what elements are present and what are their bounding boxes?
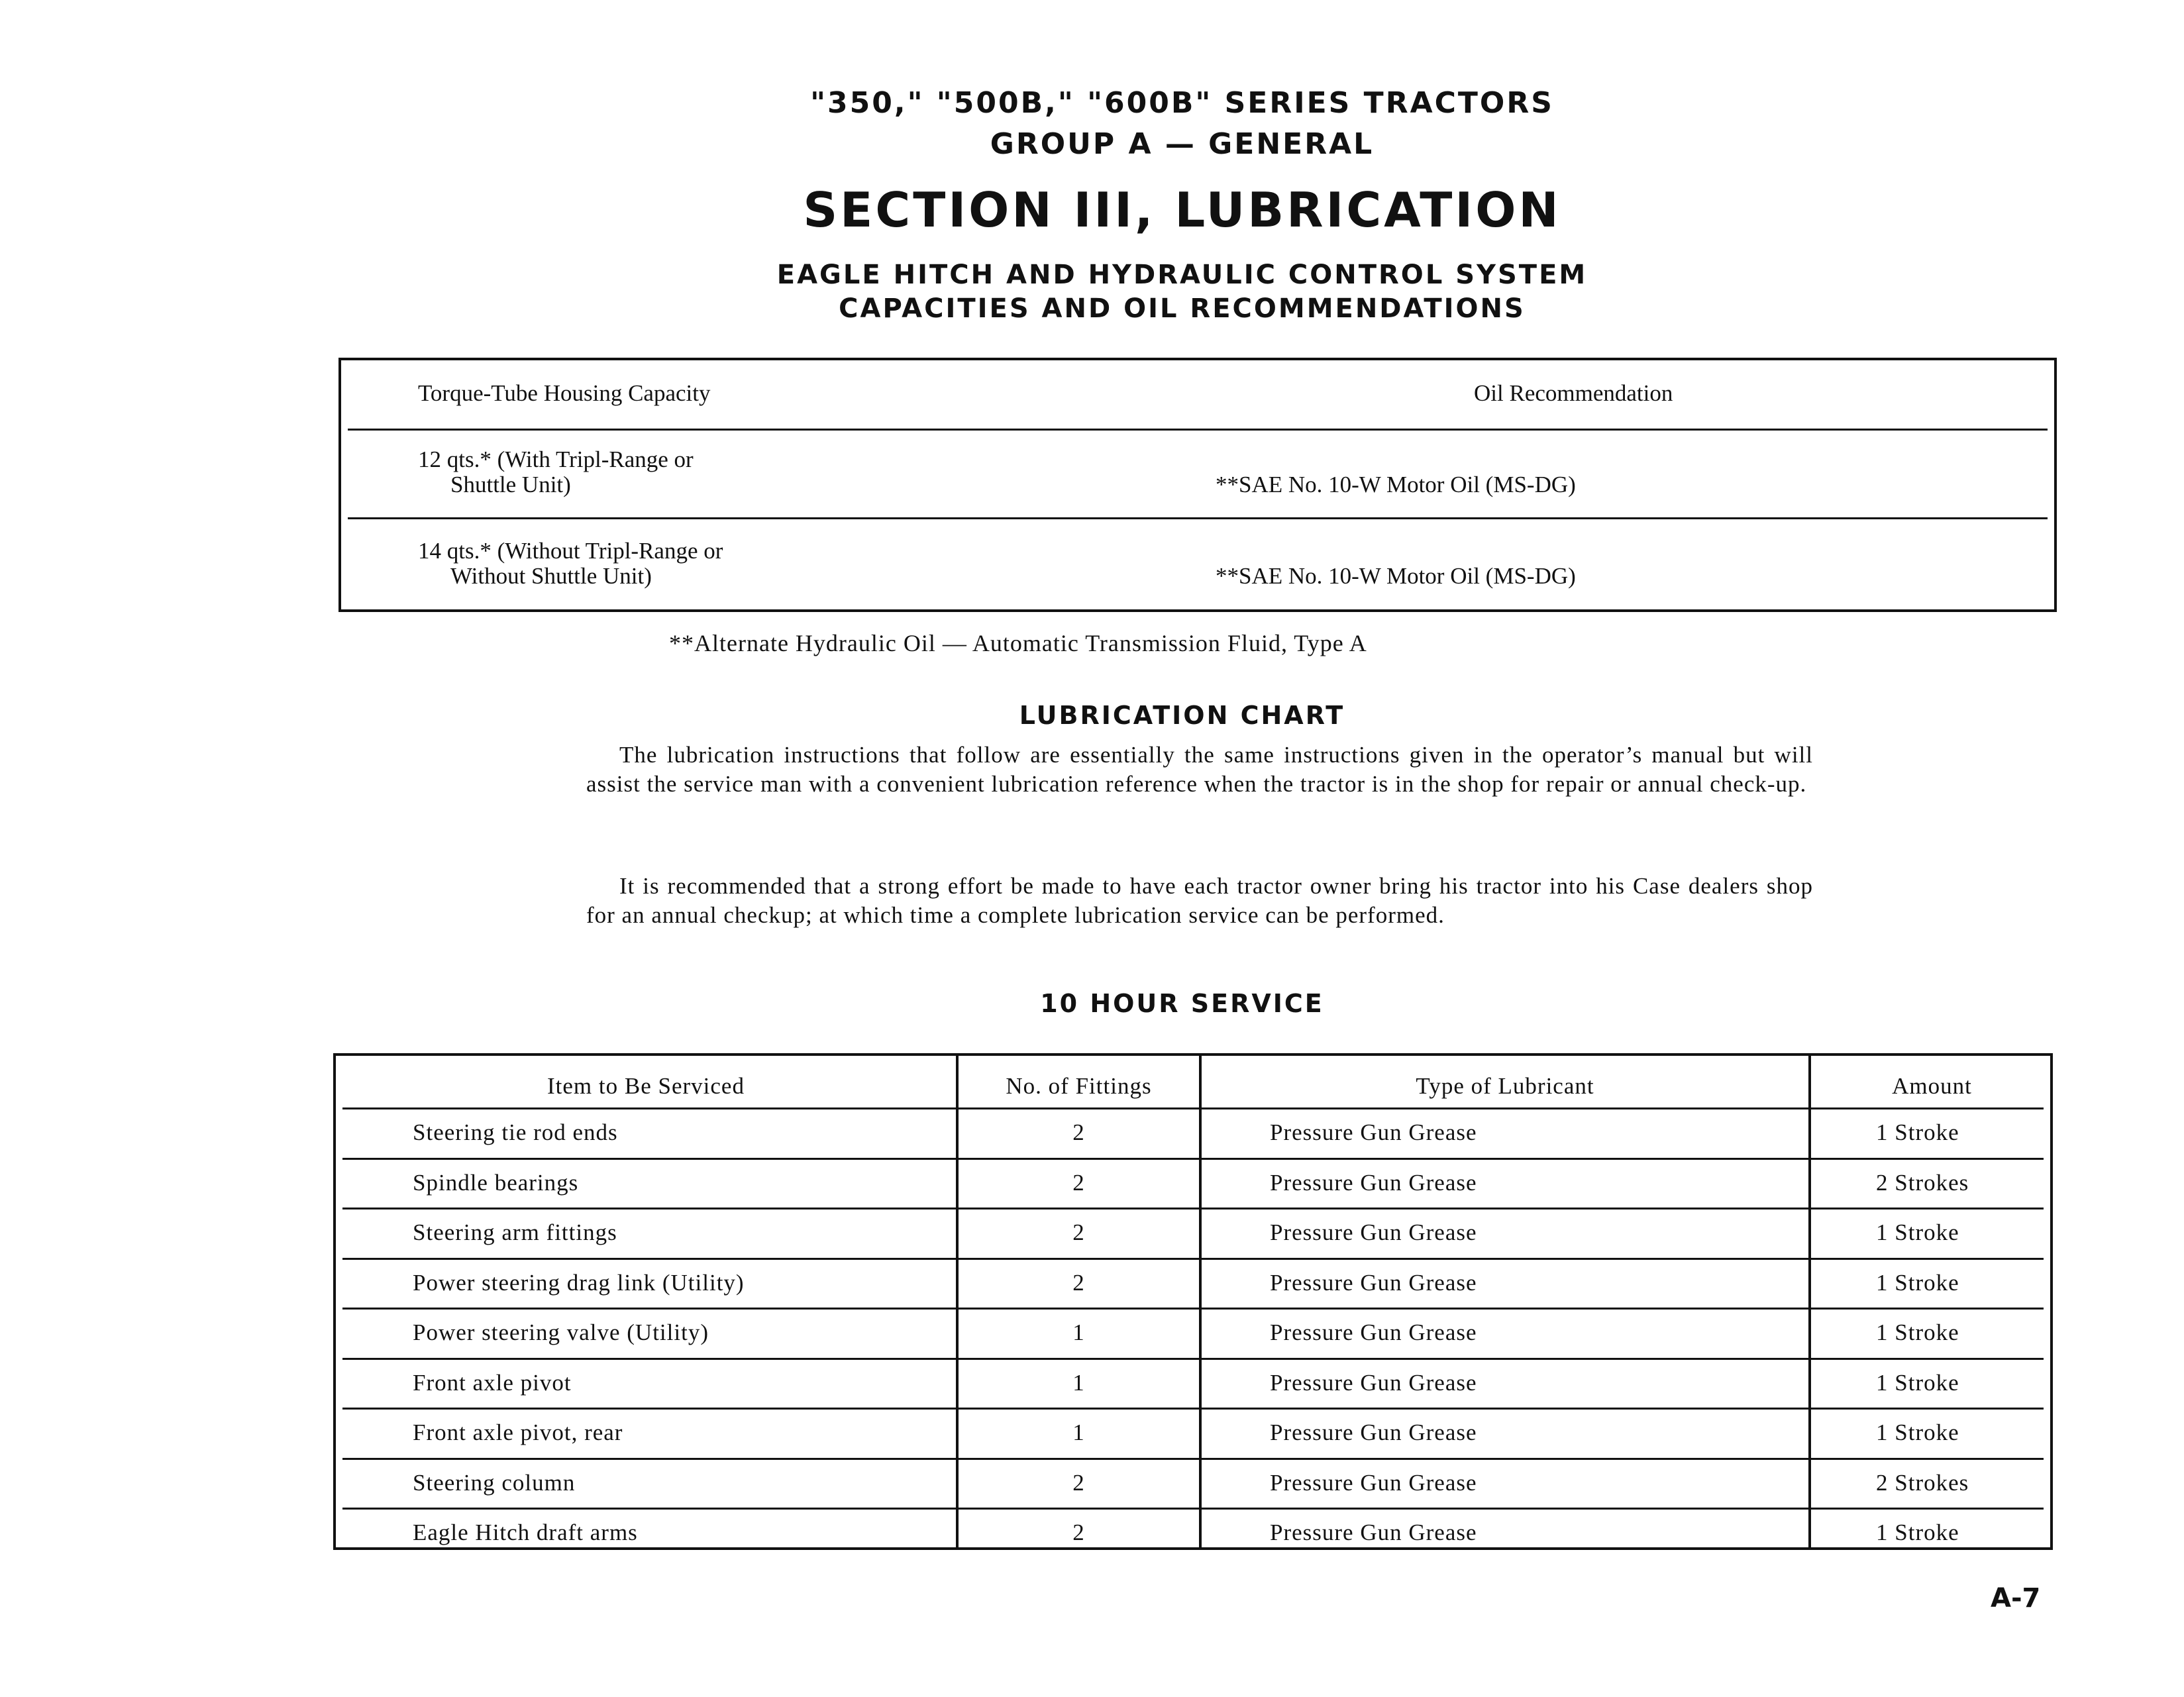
row-divider [342,1358,2044,1360]
subtitle-line-2: CAPACITIES AND OIL RECOMMENDATIONS [839,293,1526,324]
cell-fittings: 2 [1072,1169,1085,1196]
cell-amount: 2 Strokes [1876,1169,1969,1196]
cell-item: Power steering valve (Utility) [413,1319,709,1345]
series-title: "350," "500B," "600B" SERIES TRACTORS [810,86,1554,120]
header-item: Item to Be Serviced [547,1073,745,1099]
cell-fittings: 2 [1072,1469,1085,1496]
cell-item: Eagle Hitch draft arms [413,1519,638,1545]
cell-fittings: 1 [1072,1319,1085,1345]
row-divider [342,1408,2044,1410]
cell-lubricant: Pressure Gun Grease [1270,1219,1477,1245]
row-divider [342,1107,2044,1109]
row-divider [342,1208,2044,1209]
row-divider [342,1308,2044,1310]
row-divider [342,1258,2044,1260]
cell-lubricant: Pressure Gun Grease [1270,1469,1477,1496]
oil-column-header: Oil Recommendation [1474,380,1673,406]
table-divider [348,429,2048,431]
cell-amount: 1 Stroke [1876,1519,1959,1545]
cell-amount: 1 Stroke [1876,1419,1959,1445]
intro-paragraph-2: It is recommended that a strong effort be made to have each tractor owner bring his tractor into his Case dealers shop for an annual checkup; at which time a complete lubrication service can be performed. [586,873,1813,928]
cell-item: Power steering drag link (Utility) [413,1269,745,1296]
column-divider [1199,1056,1202,1547]
oil-row-1: **SAE No. 10-W Motor Oil (MS-DG) [1216,472,1576,497]
header-fittings: No. of Fittings [1006,1073,1152,1099]
capacity-row-2-line-1: 14 qts.* (Without Tripl-Range or [418,538,723,564]
cell-fittings: 2 [1072,1519,1085,1545]
page-number: A-7 [1991,1583,2041,1614]
cell-amount: 1 Stroke [1876,1369,1959,1396]
row-divider [342,1458,2044,1460]
capacity-column-header: Torque-Tube Housing Capacity [418,380,711,406]
cell-lubricant: Pressure Gun Grease [1270,1369,1477,1396]
capacity-row-2-line-2: Without Shuttle Unit) [450,563,652,589]
cell-item: Steering arm fittings [413,1219,617,1245]
capacity-row-1-line-1: 12 qts.* (With Tripl-Range or [418,446,694,472]
cell-lubricant: Pressure Gun Grease [1270,1269,1477,1296]
capacity-row-1-line-2: Shuttle Unit) [450,472,571,497]
cell-fittings: 2 [1072,1269,1085,1296]
header-lubricant: Type of Lubricant [1416,1073,1594,1099]
cell-amount: 1 Stroke [1876,1219,1959,1245]
cell-item: Front axle pivot [413,1369,572,1396]
cell-amount: 1 Stroke [1876,1119,1959,1145]
cell-item: Spindle bearings [413,1169,579,1196]
service-table [333,1053,2053,1550]
oil-row-2: **SAE No. 10-W Motor Oil (MS-DG) [1216,563,1576,589]
service-heading: 10 HOUR SERVICE [1040,989,1324,1018]
capacity-table [338,358,2057,612]
cell-amount: 1 Stroke [1876,1319,1959,1345]
cell-lubricant: Pressure Gun Grease [1270,1419,1477,1445]
cell-item: Steering tie rod ends [413,1119,618,1145]
intro-paragraph-1: The lubrication instructions that follow are essentially the same instructions given in the operator’s manual but will assist the service man with a convenient lubrication reference when the tractor is in the shop for repair or annual check-up. [586,742,1813,797]
column-divider [1808,1056,1811,1547]
cell-item: Front axle pivot, rear [413,1419,623,1445]
cell-fittings: 1 [1072,1419,1085,1445]
lubrication-chart-heading: LUBRICATION CHART [1019,701,1345,730]
alternate-oil-note: **Alternate Hydraulic Oil — Automatic Transmission Fluid, Type A [669,630,1367,656]
cell-lubricant: Pressure Gun Grease [1270,1319,1477,1345]
cell-fittings: 2 [1072,1119,1085,1145]
cell-amount: 2 Strokes [1876,1469,1969,1496]
row-divider [342,1508,2044,1510]
cell-lubricant: Pressure Gun Grease [1270,1169,1477,1196]
cell-lubricant: Pressure Gun Grease [1270,1119,1477,1145]
table-divider [348,517,2048,519]
group-title: GROUP A — GENERAL [990,127,1375,161]
subtitle-line-1: EAGLE HITCH AND HYDRAULIC CONTROL SYSTEM [776,260,1588,290]
cell-amount: 1 Stroke [1876,1269,1959,1296]
cell-fittings: 1 [1072,1369,1085,1396]
cell-item: Steering column [413,1469,576,1496]
section-title: SECTION III, LUBRICATION [803,182,1561,238]
header-amount: Amount [1892,1073,1972,1099]
row-divider [342,1158,2044,1160]
cell-fittings: 2 [1072,1219,1085,1245]
cell-lubricant: Pressure Gun Grease [1270,1519,1477,1545]
